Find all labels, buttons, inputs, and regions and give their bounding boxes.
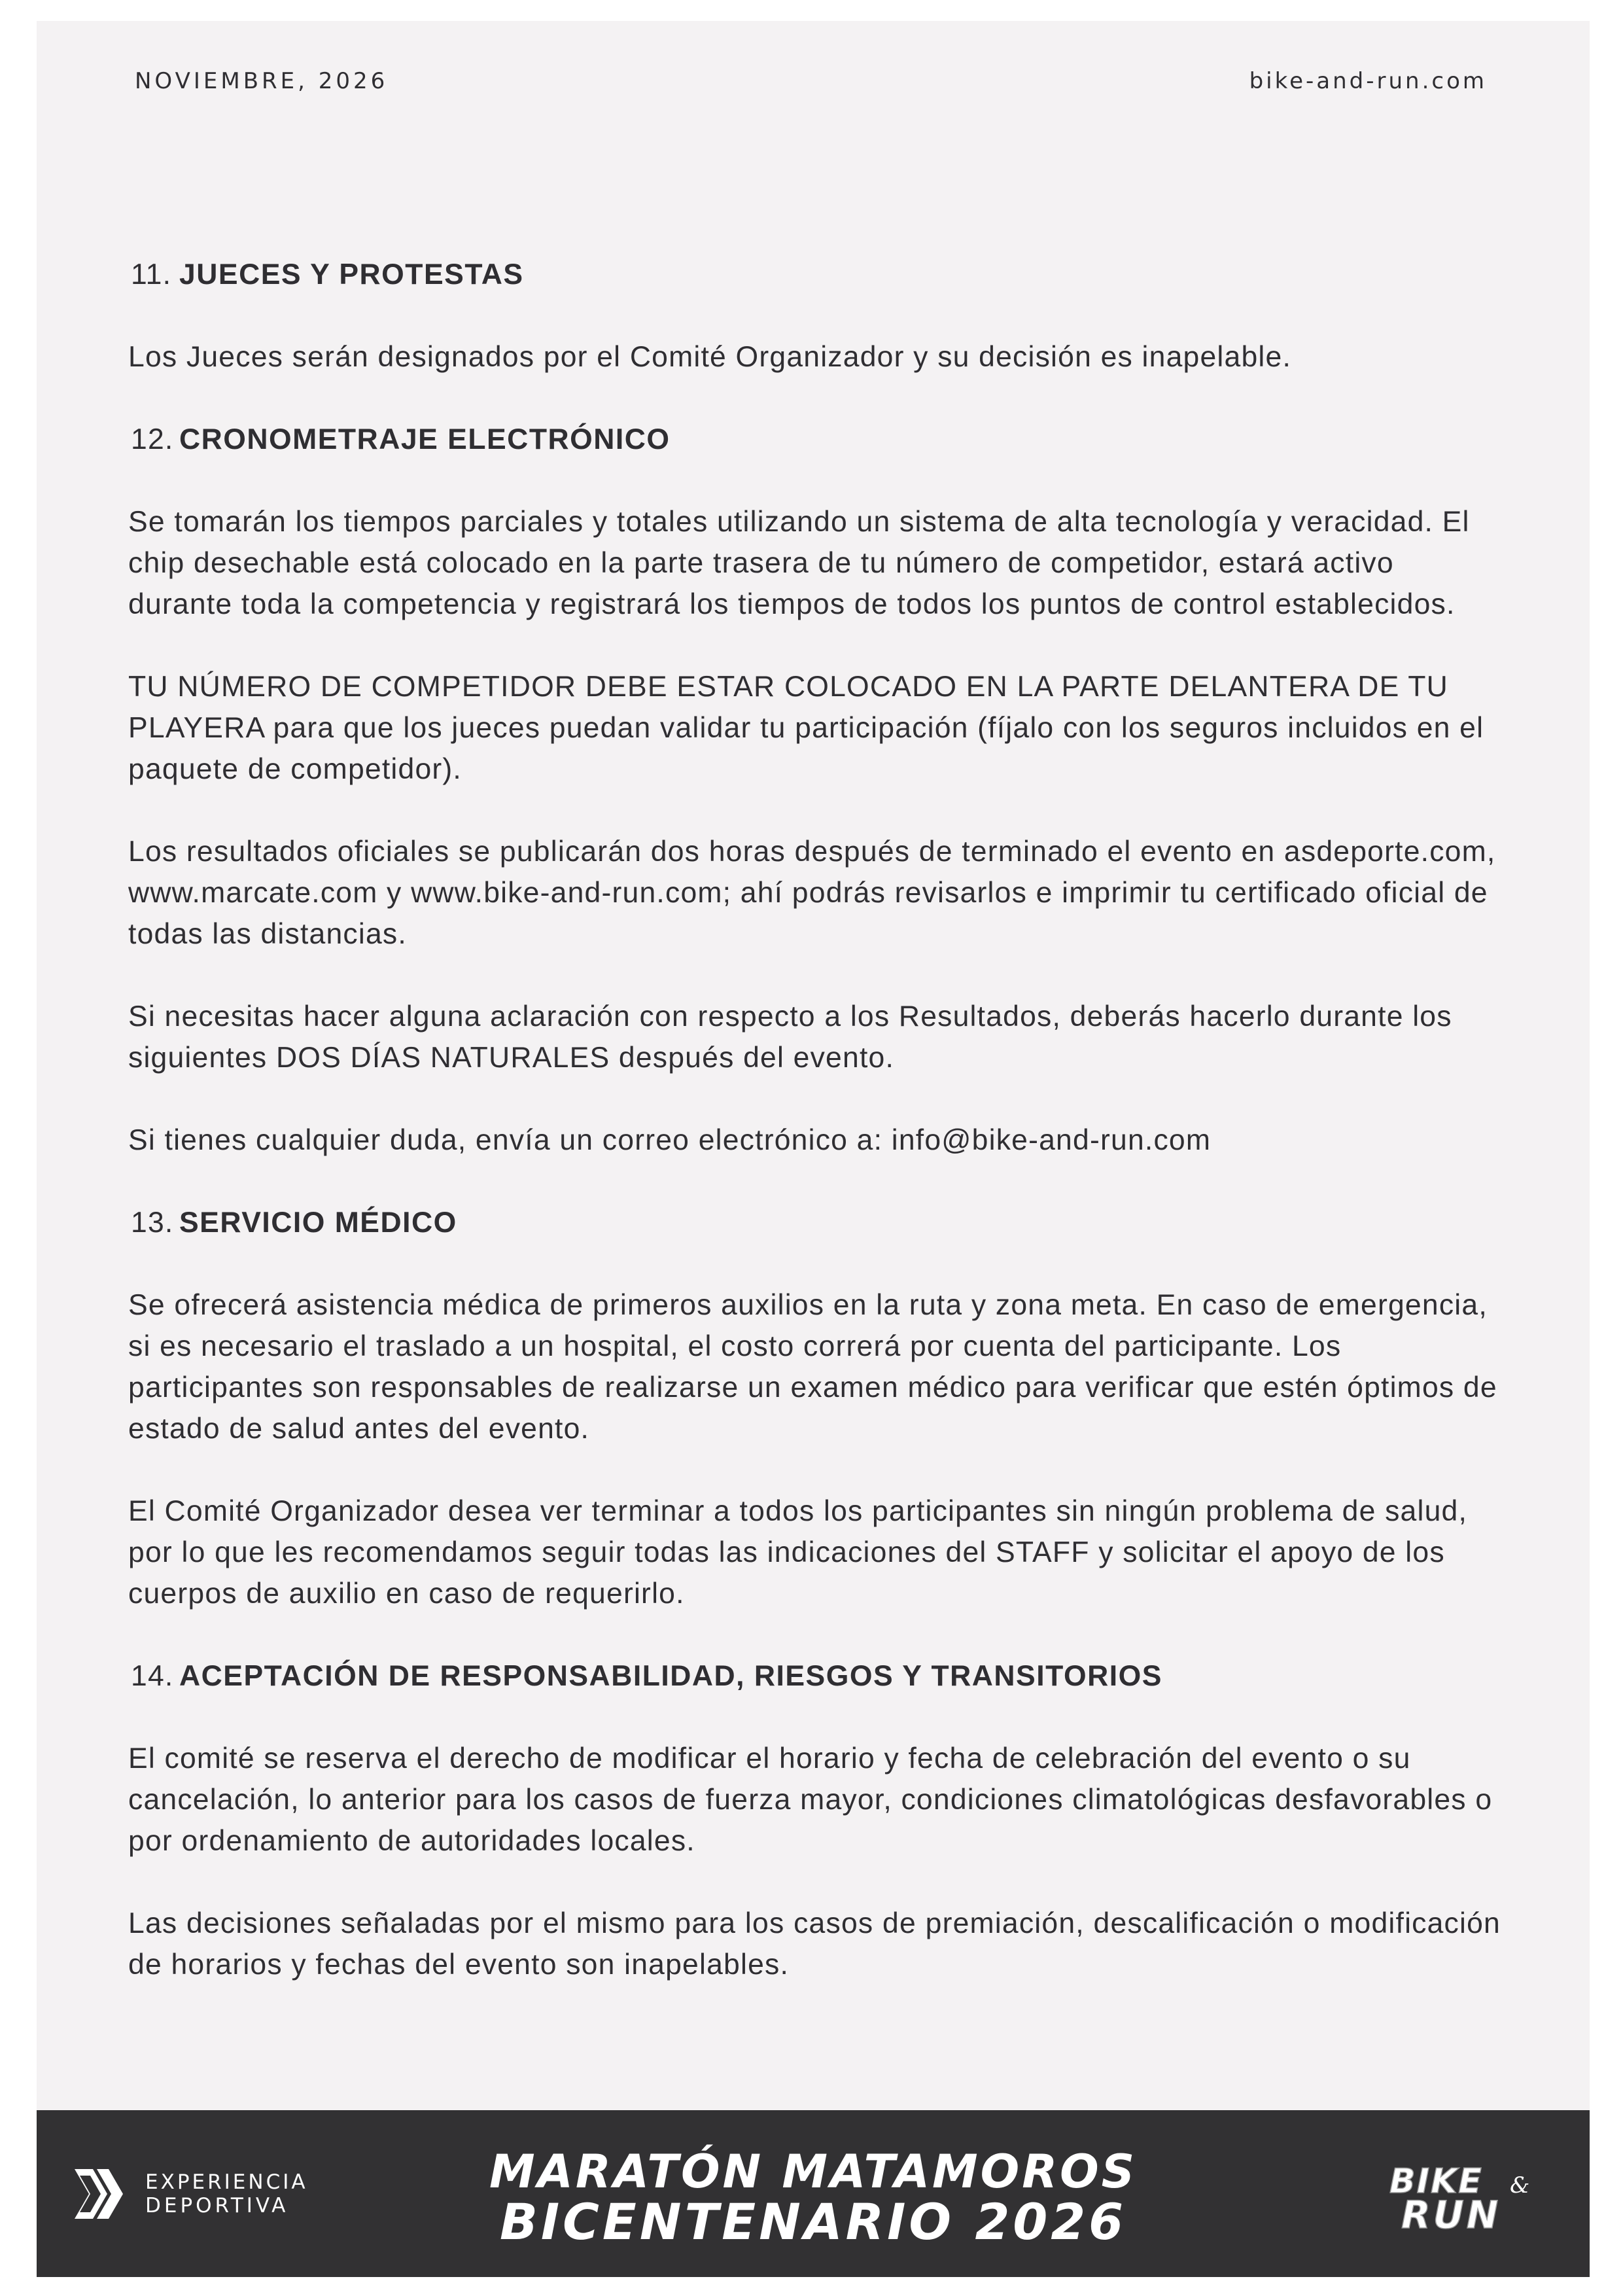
section-title: ACEPTACIÓN DE RESPONSABILIDAD, RIESGOS Y TRANSITORIOS <box>179 1660 1162 1692</box>
footer-banner <box>37 2110 1590 2277</box>
logo-ampersand: & <box>1510 2172 1530 2199</box>
paragraph: Las decisiones señaladas por el mismo para los casos de premiación, descalificación o modificación de horarios y fechas del evento son inapelables. <box>128 1907 1501 1981</box>
document-body <box>128 254 1501 2026</box>
event-title-line-1: MARATÓN MATAMOROS <box>489 2145 1138 2199</box>
paragraph: TU NÚMERO DE COMPETIDOR DEBE ESTAR COLOCADO EN LA PARTE DELANTERA DE TU PLAYERA para que los jueces puedan validar tu participación (fíjalo con los seguros incluidos en el paquete de competidor). <box>128 671 1484 785</box>
paragraph: Los Jueces serán designados por el Comité Organizador y su decisión es inapelable. <box>128 341 1292 373</box>
section-heading <box>128 1202 1501 1243</box>
section-title: SERVICIO MÉDICO <box>179 1207 457 1239</box>
paragraph: Si tienes cualquier duda, envía un correo electrónico a: info@bike-and-run.com <box>128 1124 1212 1156</box>
paragraph: Si necesitas hacer alguna aclaración con respecto a los Resultados, deberás hacerlo durante los siguientes DOS DÍAS NATURALES después del evento. <box>128 1000 1452 1074</box>
event-title <box>37 2145 1590 2251</box>
section-heading <box>128 419 1501 460</box>
section-number: 12. <box>131 423 174 455</box>
paragraph: El comité se reserva el derecho de modificar el horario y fecha de celebración del evento o su cancelación, lo anterior para los casos de fuerza mayor, condiciones climatológicas desfavorables o por ordenamiento de autoridades locales. <box>128 1742 1493 1857</box>
header-date: NOVIEMBRE, 2026 <box>135 68 389 94</box>
section-title: CRONOMETRAJE ELECTRÓNICO <box>179 423 671 455</box>
header-website: bike-and-run.com <box>1249 68 1487 94</box>
logo-word-bike: BIKE <box>1389 2162 1483 2201</box>
logo-word-run: RUN <box>1401 2193 1501 2233</box>
section-heading <box>128 254 1501 295</box>
paragraph: Se ofrecerá asistencia médica de primeros auxilios en la ruta y zona meta. En caso de emergencia, si es necesario el traslado a un hospital, el costo correrá por cuenta del participante. Los participantes son responsables de realizarse un examen médico para verificar que estén óptimos de estado de salud antes del evento. <box>128 1289 1497 1445</box>
brand-line-2: DEPORTIVA <box>145 2194 289 2217</box>
event-title-line-2: BICENTENARIO 2026 <box>499 2193 1127 2251</box>
bike-and-run-logo <box>1386 2161 1556 2233</box>
paragraph: Los resultados oficiales se publicarán dos horas después de terminado el evento en asdeporte.com, www.marcate.com y www.bike-and-run.com; ahí podrás revisarlos e imprimir tu certificado oficial de todas las distancias. <box>128 836 1496 950</box>
section-number: 11. <box>131 258 172 291</box>
section-number: 13. <box>131 1207 174 1239</box>
paragraph: Se tomarán los tiempos parciales y totales utilizando un sistema de alta tecnología y veracidad. El chip desechable está colocado en la parte trasera de tu número de competidor, estará activo durante toda la competencia y registrará los tiempos de todos los puntos de control establecidos. <box>128 506 1470 620</box>
brand-line-1: EXPERIENCIA <box>145 2170 308 2194</box>
section-number: 14. <box>131 1660 174 1692</box>
paragraph: El Comité Organizador desea ver terminar a todos los participantes sin ningún problema de salud, por lo que les recomendamos seguir todas las indicaciones del STAFF y solicitar el apoyo de los cuerpos de auxilio en caso de requerirlo. <box>128 1495 1468 1610</box>
section-heading <box>128 1655 1501 1697</box>
section-title: JUECES Y PROTESTAS <box>179 258 524 291</box>
